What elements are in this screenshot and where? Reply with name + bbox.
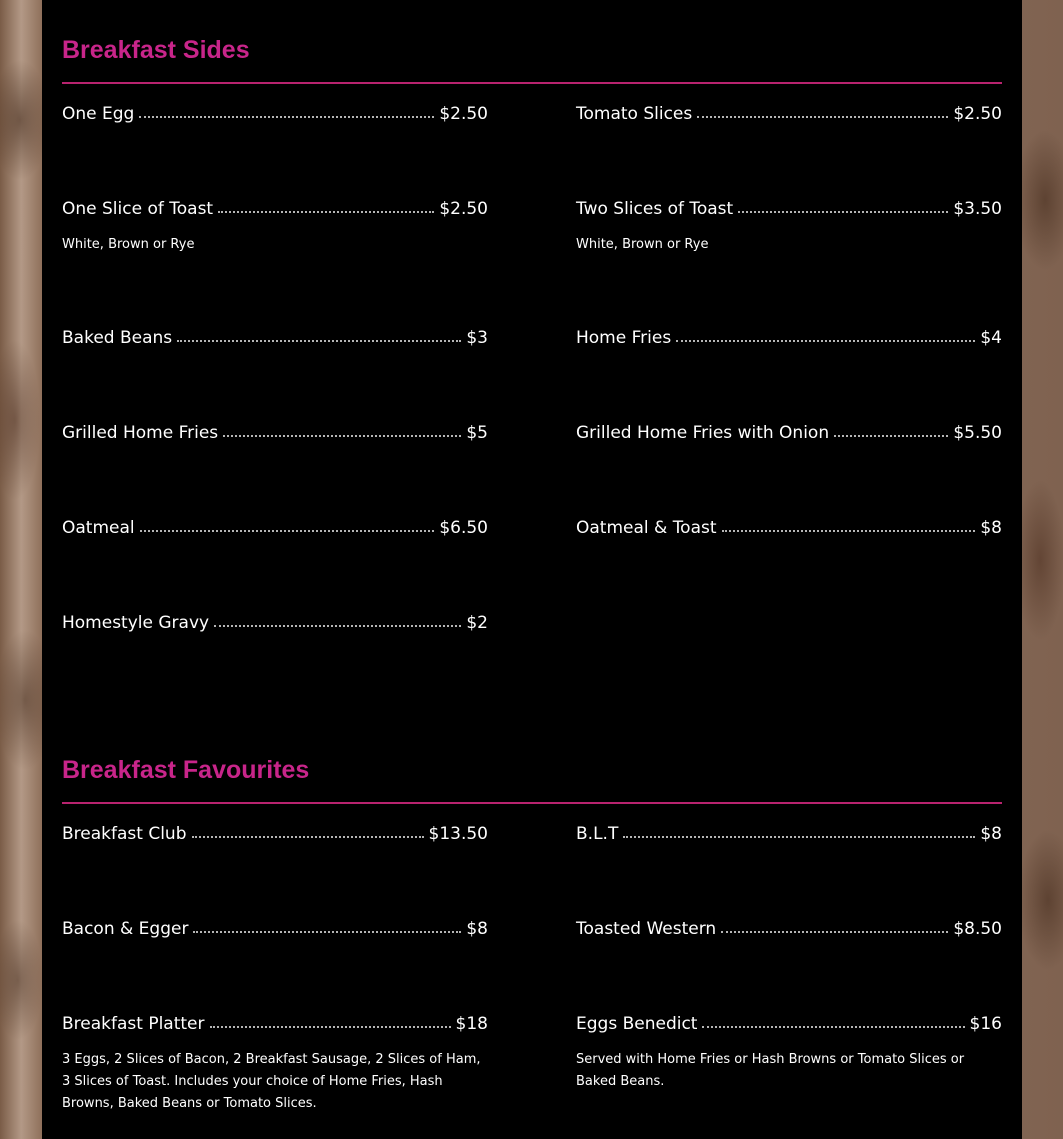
dot-leader bbox=[738, 210, 948, 213]
item-name: Oatmeal bbox=[62, 518, 135, 538]
section-divider bbox=[62, 802, 1002, 804]
item-price: $3.50 bbox=[953, 199, 1002, 219]
menu-item bbox=[62, 104, 488, 130]
dot-leader bbox=[193, 930, 461, 933]
menu-item bbox=[576, 104, 1002, 130]
item-name: Breakfast Club bbox=[62, 824, 187, 844]
item-price: $8 bbox=[980, 518, 1002, 538]
item-name: Bacon & Egger bbox=[62, 919, 189, 939]
dot-leader bbox=[139, 115, 434, 118]
item-price: $2 bbox=[466, 613, 488, 633]
item-description: 3 Eggs, 2 Slices of Bacon, 2 Breakfast Sausage, 2 Slices of Ham, 3 Slices of Toast. Includes your choice of Home Fries, Hash Browns, Baked Beans or Tomato Slices. bbox=[62, 1052, 481, 1111]
dot-leader bbox=[834, 434, 948, 437]
menu-item bbox=[576, 919, 1002, 945]
dot-leader bbox=[177, 339, 461, 342]
dot-leader bbox=[210, 1025, 451, 1028]
menu-item bbox=[62, 1014, 488, 1115]
dot-leader bbox=[697, 115, 948, 118]
item-price: $8 bbox=[466, 919, 488, 939]
menu-item bbox=[62, 328, 488, 354]
dot-leader bbox=[214, 624, 461, 627]
menu-item bbox=[62, 518, 488, 544]
dot-leader bbox=[218, 210, 434, 213]
section-title: Breakfast Favourites bbox=[62, 756, 310, 784]
item-name: One Slice of Toast bbox=[62, 199, 214, 219]
menu-item bbox=[576, 1014, 1002, 1093]
menu-item bbox=[62, 824, 488, 850]
item-name: Homestyle Gravy bbox=[62, 613, 210, 633]
item-price: $5 bbox=[466, 423, 488, 443]
menu-item bbox=[576, 199, 1002, 256]
menu-item bbox=[62, 423, 488, 449]
menu-item bbox=[576, 518, 1002, 544]
item-name: One Egg bbox=[62, 104, 135, 124]
item-name: Eggs Benedict bbox=[576, 1014, 698, 1034]
section-divider bbox=[62, 82, 1002, 84]
item-price: $13.50 bbox=[428, 824, 488, 844]
item-price: $5.50 bbox=[953, 423, 1002, 443]
item-name: Tomato Slices bbox=[576, 104, 693, 124]
menu-page bbox=[42, 0, 1022, 1139]
item-price: $8 bbox=[980, 824, 1002, 844]
dot-leader bbox=[722, 529, 976, 532]
item-price: $18 bbox=[455, 1014, 488, 1034]
menu-item bbox=[62, 919, 488, 945]
item-name: Home Fries bbox=[576, 328, 672, 348]
item-name: Two Slices of Toast bbox=[576, 199, 734, 219]
dot-leader bbox=[223, 434, 461, 437]
item-name: Grilled Home Fries bbox=[62, 423, 219, 443]
dot-leader bbox=[676, 339, 975, 342]
item-price: $4 bbox=[980, 328, 1002, 348]
dot-leader bbox=[623, 835, 975, 838]
item-name: Breakfast Platter bbox=[62, 1014, 205, 1034]
item-price: $2.50 bbox=[439, 199, 488, 219]
item-price: $6.50 bbox=[439, 518, 488, 538]
section-title: Breakfast Sides bbox=[62, 36, 250, 64]
menu-item bbox=[576, 423, 1002, 449]
item-description: White, Brown or Rye bbox=[576, 237, 709, 252]
dot-leader bbox=[721, 930, 948, 933]
item-price: $2.50 bbox=[439, 104, 488, 124]
item-name: Baked Beans bbox=[62, 328, 173, 348]
dot-leader bbox=[140, 529, 435, 532]
item-name: Grilled Home Fries with Onion bbox=[576, 423, 830, 443]
item-price: $3 bbox=[466, 328, 488, 348]
menu-item bbox=[62, 199, 488, 256]
item-name: Oatmeal & Toast bbox=[576, 518, 717, 538]
item-price: $16 bbox=[969, 1014, 1002, 1034]
menu-item bbox=[62, 613, 488, 639]
item-name: B.L.T bbox=[576, 824, 619, 844]
item-name: Toasted Western bbox=[576, 919, 717, 939]
item-price: $2.50 bbox=[953, 104, 1002, 124]
dot-leader bbox=[192, 835, 424, 838]
menu-item bbox=[576, 824, 1002, 850]
item-description: Served with Home Fries or Hash Browns or Tomato Slices or Baked Beans. bbox=[576, 1052, 965, 1089]
dot-leader bbox=[702, 1025, 964, 1028]
item-price: $8.50 bbox=[953, 919, 1002, 939]
menu-item bbox=[576, 328, 1002, 354]
item-description: White, Brown or Rye bbox=[62, 237, 195, 252]
